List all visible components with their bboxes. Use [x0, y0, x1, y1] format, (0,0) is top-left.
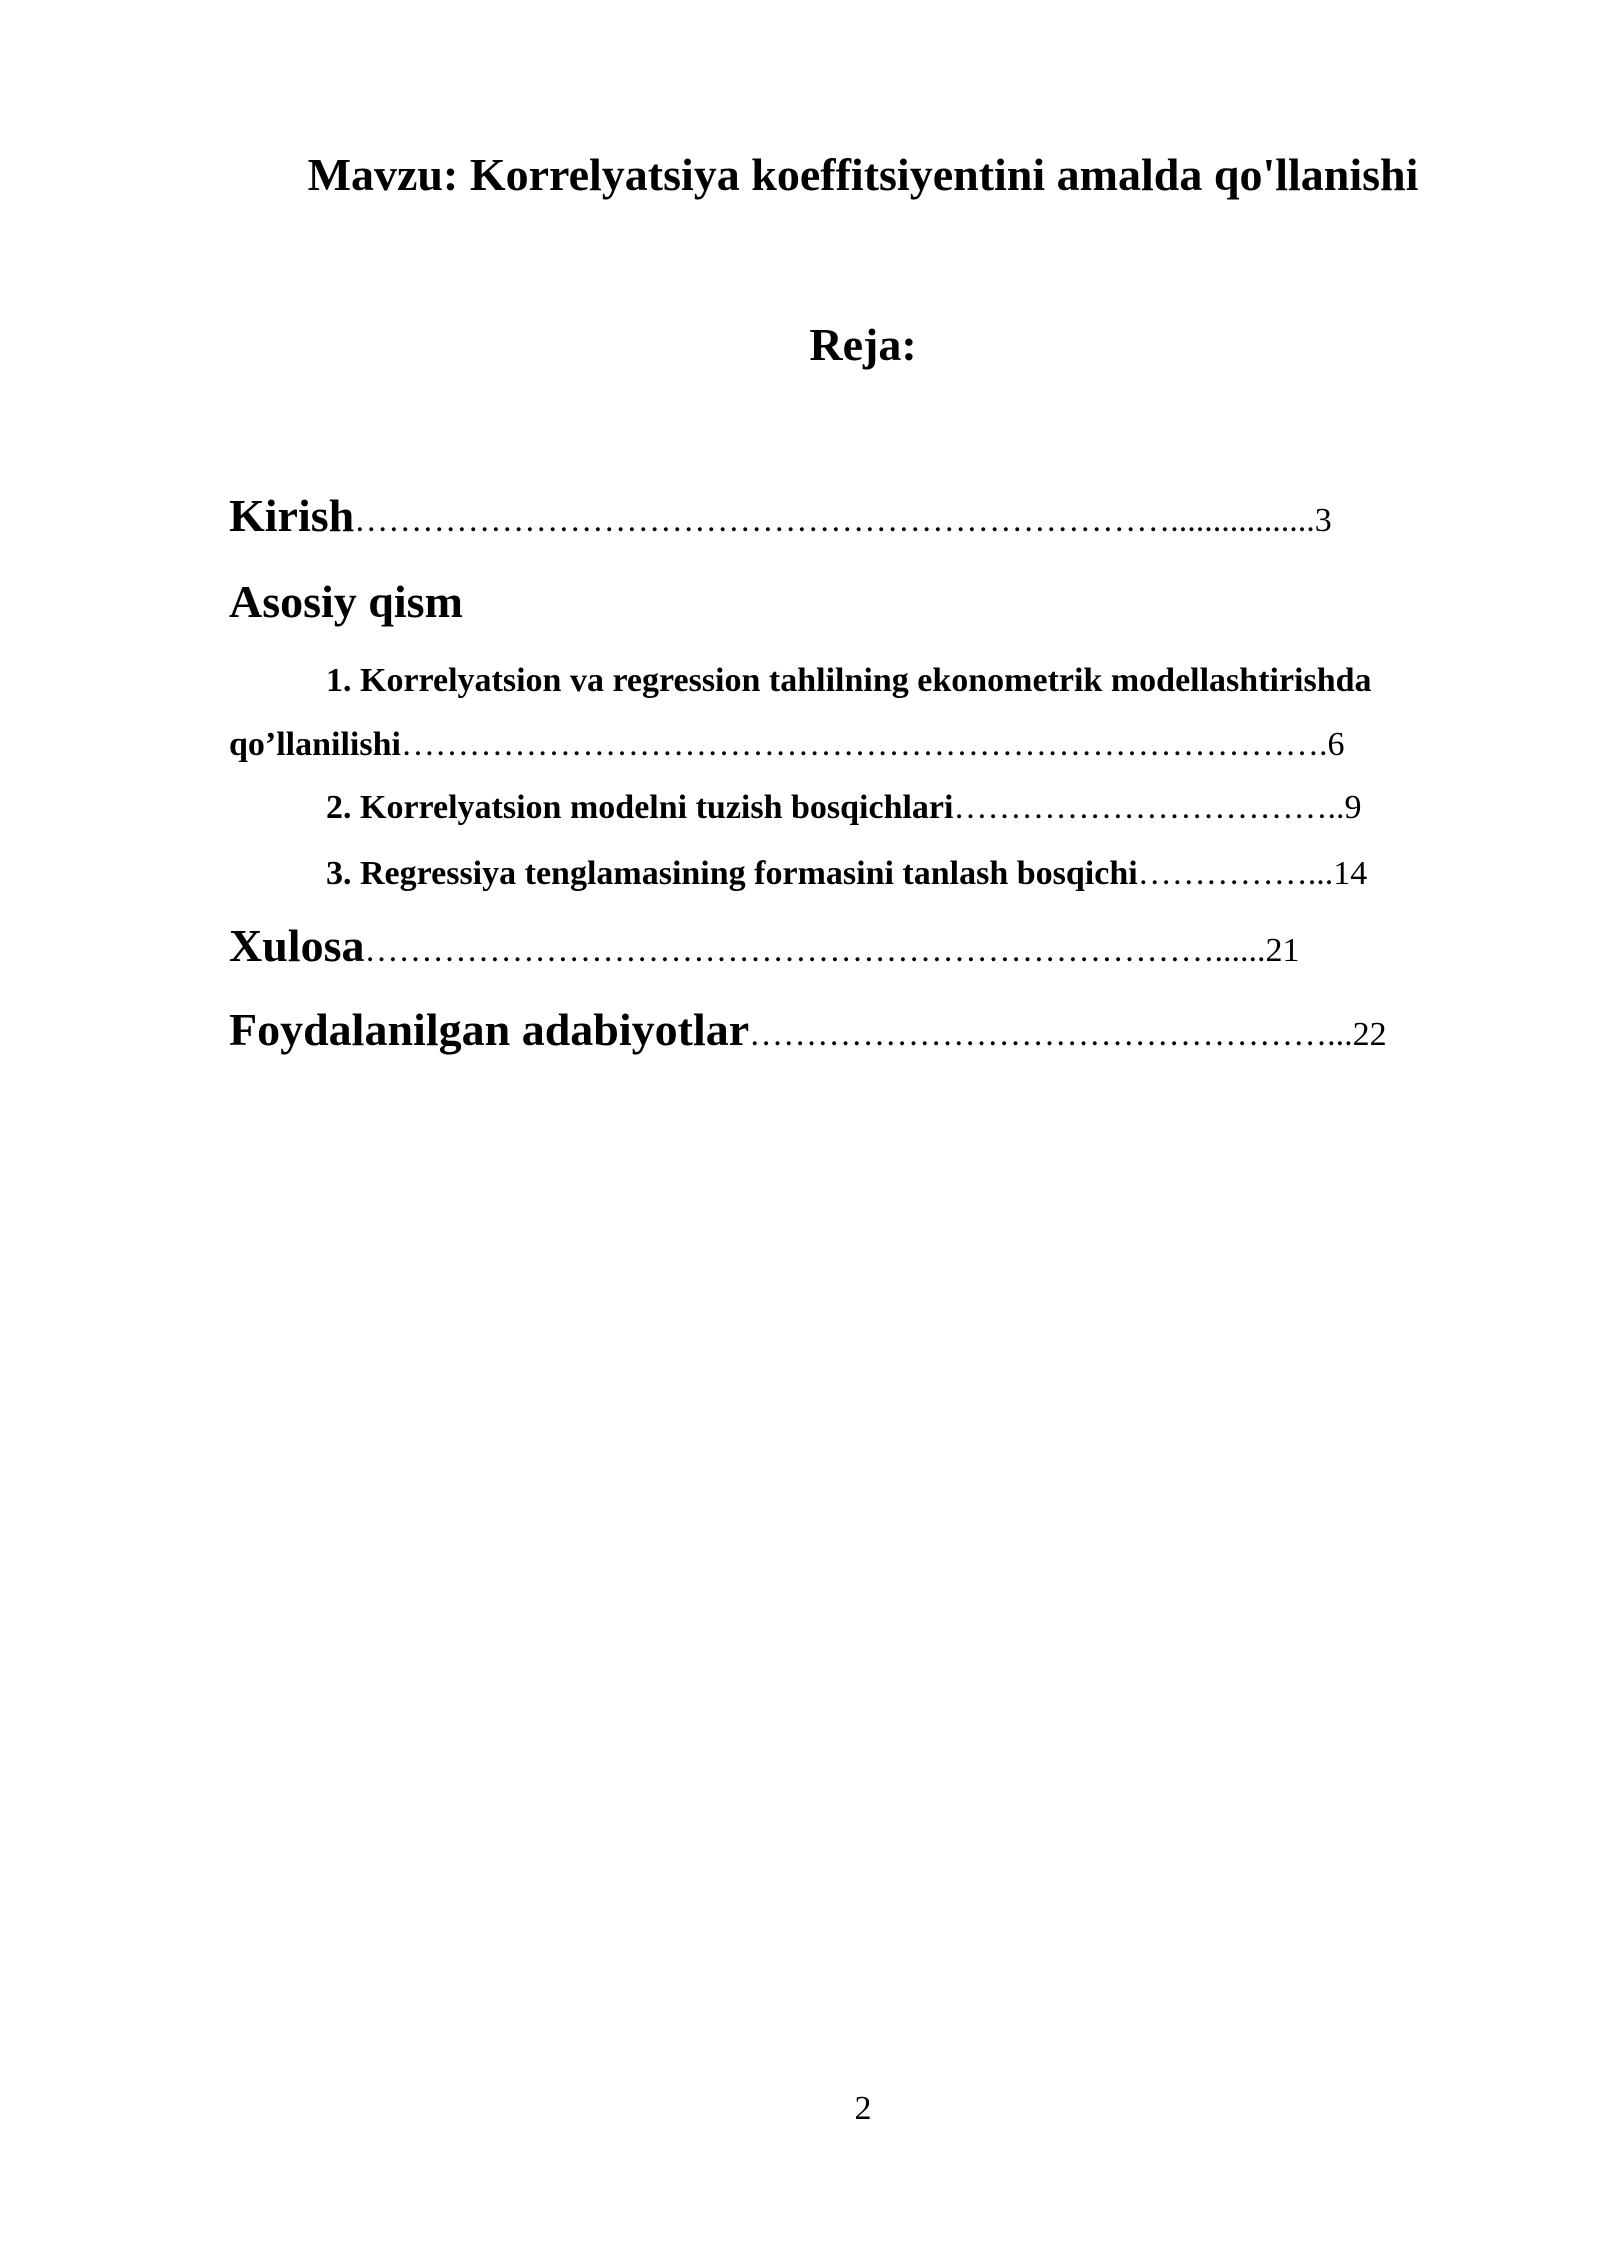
toc-entry-section-1-line-1 — [326, 664, 1372, 698]
toc-entry-label: qo’llanilishi — [229, 726, 401, 763]
plan-heading: Reja: — [809, 319, 917, 370]
toc-page-number: 3 — [1314, 502, 1332, 539]
toc-entry-introduction — [229, 490, 1332, 541]
topic-title: Mavzu: Korrelyatsiya koeffitsiyentini amalda qo'llanishi — [307, 149, 1419, 200]
toc-entry-section-1-line-2 — [229, 728, 1344, 762]
toc-entry-label: 2. Korrelyatsion modelni tuzish bosqichlari — [326, 789, 954, 826]
toc-entry-label: 1. Korrelyatsion va regression tahlilning ekonometrik modellashtirishda — [326, 662, 1372, 699]
toc-entry-section-3 — [326, 857, 1367, 891]
toc-entry-label: Asosiy qism — [229, 576, 463, 627]
toc-entry-section-2 — [326, 791, 1361, 825]
toc-entry-main-part — [229, 576, 463, 627]
toc-page-number: 21 — [1265, 932, 1300, 969]
toc-page-number: 22 — [1352, 1016, 1387, 1053]
toc-page-number: 14 — [1333, 855, 1368, 892]
toc-entry-references — [229, 1004, 1387, 1055]
toc-leader-dots: ………………………………………………………………................. — [354, 502, 1315, 539]
toc-leader-dots: …………………………….. — [953, 789, 1345, 826]
toc-entry-label: Xulosa — [229, 920, 365, 971]
toc-page-number: 6 — [1327, 726, 1345, 763]
toc-leader-dots: ……………... — [1137, 855, 1334, 892]
toc-leader-dots: ………………………………………………………………………. — [400, 726, 1328, 763]
toc-entry-label: Foydalanilgan adabiyotlar — [229, 1004, 750, 1055]
page-number: 2 — [854, 2090, 872, 2127]
toc-page-number: 9 — [1344, 789, 1362, 826]
toc-entry-label: Kirish — [229, 490, 355, 541]
toc-leader-dots: ……………………………………………... — [749, 1016, 1353, 1053]
toc-entry-conclusion — [229, 920, 1300, 971]
toc-entry-label: 3. Regressiya tenglamasining formasini tanlash bosqichi — [326, 855, 1138, 892]
toc-leader-dots: …………………………………………………………………...... — [364, 932, 1266, 969]
